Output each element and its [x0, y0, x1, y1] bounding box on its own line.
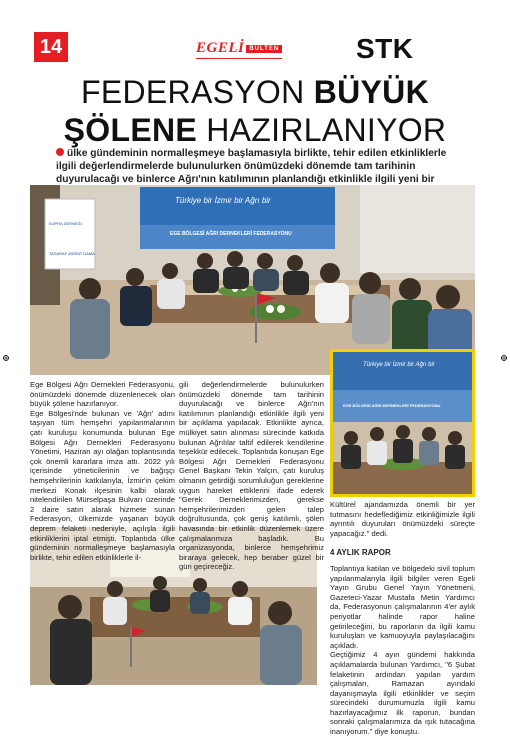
headline [30, 73, 480, 149]
brand-name: EGELİ [196, 40, 245, 56]
article-column-1 [30, 380, 175, 562]
main-poster-1-text: EUPRA DERNEĞİ [49, 221, 82, 226]
side-photo [330, 349, 475, 497]
brand-sub: BÜLTEN [246, 45, 282, 53]
side-banner-text-2: EGE BÖLGESİ AĞRI DERNEKLERİ FEDERASYONU [343, 403, 441, 408]
article-column-3-intro: Kültürel ajandamızda önemli bir yer tutmasını hedeflediğimiz etkinliğimizle ilgili ayrıntılı duyuruları önümüzdeki süreçte yapacağız." dedi. [330, 500, 475, 538]
spot-body: ülke gündeminin normalleşmeye başlamasıyla birlikte, tehir edilen etkinliklerle ilgili değerlendirmelerde bulunulurken önümüzdeki dönemde tam tarihinin duyurulacağı ve binlerce Ağrı'nın katılımının planlandığı etkinlikle ilgili yeni bir [56, 148, 447, 185]
article-column-2-text: gili değerlendirmelerde bulunulurken önümüzdeki dönemde tam tarihinin duyurulacağı ve binlerce Ağrı'nın katılımının planlandığı etkinlikle ilgili yeni bir açıklama yapılacak. Etkinlikte ayrıca, mülkiyet satın alınması sürecinde katkıda bulunan Ağrılılar taltif edilerek kendilerine teşekkür edilecek. Toplantıda konuşan Ege Bölgesi Ağrı Dernekleri Federasyonu Genel Başkanı Tekin Yalçın, çatı kuruluş olmanın getirdiği sorumluluğun gereklerine uygun hareket ettiklerini ifade ederek "Gerek Derneklerimizden, gerekse hemşehrilerimizden gelen talep doğrultusunda, çok geniş katılımlı, şölen havasında bir etkinlik düzenlemek üzere çalışmalarımıza başladık. Bu organizasyonda, binlerce hemşehrimiz biraraya gelecek, hep beraber güzel bir gün geçireceğiz. [179, 380, 324, 572]
registration-mark-icon [3, 355, 9, 361]
meeting-photo-illustration [30, 185, 475, 375]
headline-line-1 [30, 73, 480, 111]
bullet-icon [56, 148, 64, 156]
headline-line1-bold: BÜYÜK [313, 74, 429, 110]
main-banner-text-1: Türkiye bir İzmir bir Ağrı bir [175, 196, 271, 205]
registration-mark-icon [501, 355, 507, 361]
subheading-4-aylik-rapor: 4 AYLIK RAPOR [330, 548, 391, 558]
side-photo-illustration [333, 352, 472, 494]
brand-rule [196, 58, 282, 59]
article-column-1-text: Ege Bölgesi Ağrı Dernekleri Federasyonu, önümüzdeki dönemde düzenlenecek olan büyük şölene hazırlanıyor. Ege Bölgesi'nde bulunan ve 'Ağrı' adını taşıyan tüm hemşehri yapılanmalarının çatı kuruluşu konumunda bulunan Ege Bölgesi Ağrı Dernekleri Federasyonu Yönetimi, Haziran ayı olağan toplantısında çok önemli kararlara imza attı. 2022 yılı içerisinde yöneticilerinin ve bağışçı hemşehrilerinin katkılarıyla, İzmir'in çekim merkezi Konak ilçesinin kalbi olarak nitelendirilen Mürselpaşa Bulvarı üzerinde 2 daire satın alarak hizmete sunan Federasyon, ülkemizde yaşanan büyük deprem felaketi nedeniyle, açılışla ilgili etkinliklerini iptal etmişti. Toplantıda ülke gündeminin normalleşmeye başlamasıyla birlikte, tehir edilen etkinliklerle il- [30, 380, 175, 562]
main-poster-2-text: TASARAF MÜRAT DAMA [49, 251, 95, 256]
main-photo [30, 185, 475, 375]
headline-line2-light: HAZIRLANIYOR [206, 112, 447, 148]
headline-line2-bold: ŞÖLENE [63, 112, 207, 148]
side-banner-text-1: Türkiye bir İzmir bir Ağrı bir [363, 362, 435, 368]
article-column-2 [179, 380, 324, 572]
article-column-3-body: Toplantıya katılan ve bölgedeki sivil toplum yapılanmalarıyla ilgili bilgiler veren Egeli Yayın Grubu Genel Yayın Yönetmeni, Gazeteci-Yazar Mustafa Metin Yardımcı da, Federasyonun çalışmalarının 4'er aylık periyotlar halinde rapor haline getirileceğini, bu raporların da ilgili kamu kuruluşları ve kamuoyuyla paylaşılacağını açıkladı. Geçtiğimiz 4 ayın gündemi hakkında açıklamalarda bulunan Yardımcı, "6 Şubat felaketinin ardından yapılan yardım çalışmaları, Ramazan ayındaki dayanışmayla ilgili etkinlikler ve seçim sürecindeki durumumuzla ilgili kamu hazırlayacağımız ilk raporun, bundan sonraki çalışmalarımıza da ışık tutacağına inanıyorum." diye konuştu. [330, 563, 475, 737]
section-tag: STK [356, 33, 414, 64]
page-number: 14 [34, 32, 68, 62]
headline-line-2 [30, 111, 480, 149]
main-banner-text-2: EGE BÖLGESİ AĞRI DERNEKLERİ FEDERASYONU [170, 231, 292, 237]
article-column-3 [330, 500, 475, 737]
headline-line1-light: FEDERASYON [81, 74, 314, 110]
brand-logo [196, 40, 282, 57]
